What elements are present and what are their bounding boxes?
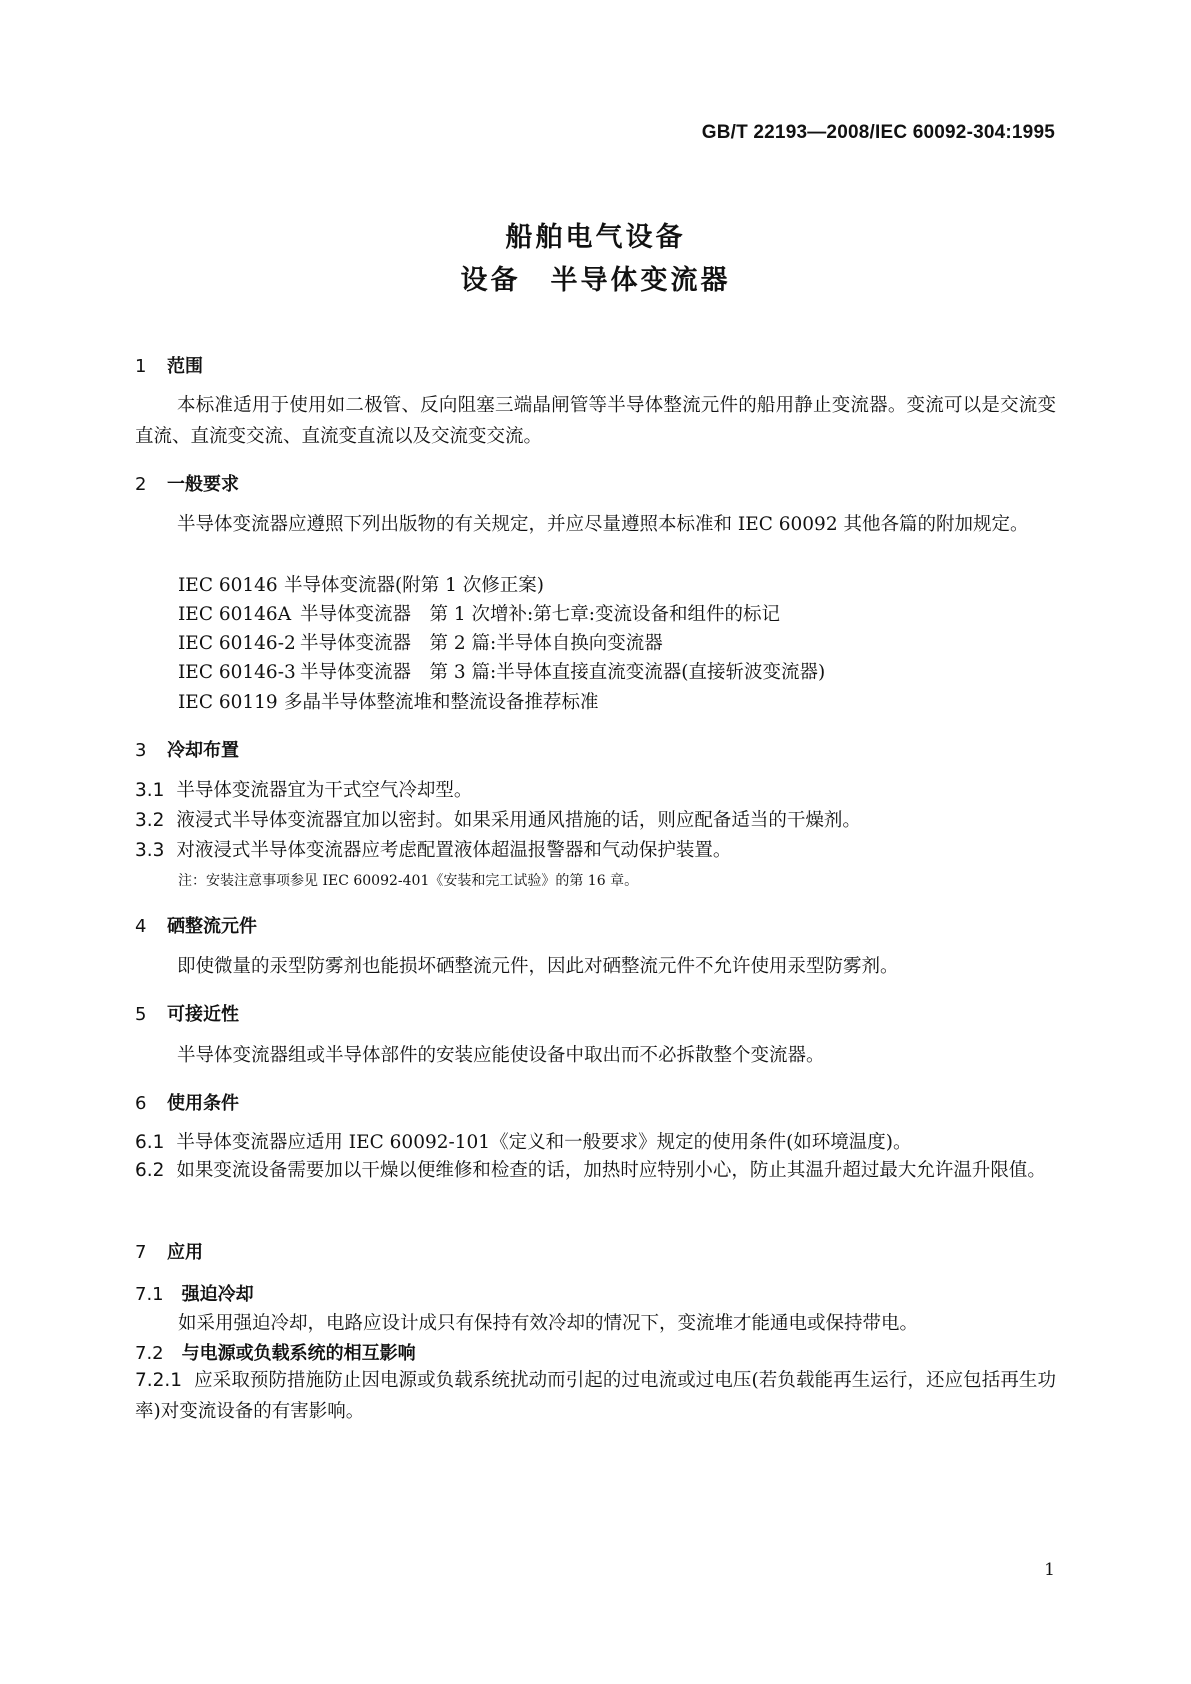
section-title: 冷却布置: [167, 740, 239, 761]
clause-text: 半导体变流器应适用 IEC 60092-101《定义和一般要求》规定的使用条件(如环境温度)。: [176, 1132, 912, 1153]
reference-text: 多晶半导体整流堆和整流设备推荐标准: [284, 692, 599, 713]
section-6-heading: [135, 1089, 239, 1115]
subsection-7-1-heading: [135, 1280, 254, 1306]
section-number: 2: [135, 474, 147, 495]
subsection-number: 7.1: [135, 1284, 164, 1305]
section-number: 5: [135, 1004, 147, 1025]
clause-number: 7.2.1: [135, 1370, 183, 1391]
section-number: 7: [135, 1242, 147, 1263]
clause-number: 6.2: [135, 1160, 165, 1181]
clause-3-3: [135, 836, 731, 862]
clause-number: 6.1: [135, 1132, 165, 1153]
clause-number: 3.2: [135, 810, 165, 831]
section-3-heading: [135, 736, 239, 762]
reference-text: 半导体变流器 第 1 次增补:第七章:变流设备和组件的标记: [300, 604, 780, 625]
clause-text: 液浸式半导体变流器宜加以密封。如果采用通风措施的话，则应配备适当的干燥剂。: [176, 810, 861, 831]
page-number: 1: [1044, 1560, 1055, 1580]
reference-item: [178, 571, 544, 597]
section-title: 使用条件: [167, 1093, 239, 1114]
section-1-heading: [135, 352, 203, 378]
clause-6-1: [135, 1128, 912, 1154]
clause-text: 半导体变流器宜为干式空气冷却型。: [176, 780, 473, 801]
standard-number: GB/T 22193—2008/IEC 60092-304:1995: [701, 122, 1055, 143]
clause-6-2: [135, 1155, 1056, 1186]
subsection-7-1-paragraph: 如采用强迫冷却，电路应设计成只有保持有效冷却的情况下，变流堆才能通电或保持带电。: [178, 1313, 919, 1334]
section-number: 4: [135, 916, 147, 937]
subsection-7-2-heading: [135, 1339, 416, 1365]
reference-code: IEC 60119: [178, 692, 278, 713]
reference-text: 半导体变流器(附第 1 次修正案): [284, 575, 544, 596]
clause-number: 3.1: [135, 780, 165, 801]
clause-number: 3.3: [135, 840, 165, 861]
subsection-number: 7.2: [135, 1343, 164, 1364]
clause-3-2: [135, 806, 861, 832]
reference-item: [178, 600, 780, 626]
section-2-heading: [135, 470, 239, 496]
reference-code: IEC 60146-2: [178, 633, 296, 654]
reference-text: 半导体变流器 第 2 篇:半导体自换向变流器: [300, 633, 663, 654]
reference-code: IEC 60146: [178, 575, 278, 596]
clause-7-2-1: [135, 1365, 1056, 1427]
section-title: 范围: [167, 356, 203, 377]
section-number: 3: [135, 740, 147, 761]
reference-code: IEC 60146-3: [178, 662, 296, 683]
reference-text: 半导体变流器 第 3 篇:半导体直接直流变流器(直接斩波变流器): [300, 662, 826, 683]
reference-item: [178, 629, 663, 655]
section-5-heading: [135, 1000, 239, 1026]
section-title: 应用: [167, 1242, 203, 1263]
document-title-line2: 设备 半导体变流器: [460, 265, 731, 296]
reference-item: [178, 658, 825, 684]
section-1-paragraph: 本标准适用于使用如二极管、反向阻塞三端晶闸管等半导体整流元件的船用静止变流器。变流可以是交流变直流、直流变交流、直流变直流以及交流变交流。: [135, 395, 1056, 447]
section-4-paragraph: 即使微量的汞型防雾剂也能损坏硒整流元件，因此对硒整流元件不允许使用汞型防雾剂。: [177, 956, 899, 977]
section-number: 6: [135, 1093, 147, 1114]
reference-code: IEC 60146A: [178, 604, 292, 625]
document-title-line1: 船舶电气设备: [505, 222, 686, 253]
section-5-paragraph: 半导体变流器组或半导体部件的安装应能使设备中取出而不必拆散整个变流器。: [177, 1045, 825, 1066]
section-title: 可接近性: [167, 1004, 239, 1025]
clause-3-1: [135, 776, 472, 802]
clause-text: 对液浸式半导体变流器应考虑配置液体超温报警器和气动保护装置。: [176, 840, 732, 861]
clause-text: 如果变流设备需要加以干燥以便维修和检查的话，加热时应特别小心，防止其温升超过最大允许温升限值。: [176, 1160, 1046, 1181]
section-title: 硒整流元件: [167, 916, 257, 937]
section-3-note: 注：安装注意事项参见 IEC 60092-401《安装和完工试验》的第 16 章。: [178, 873, 639, 889]
subsection-title: 与电源或负载系统的相互影响: [181, 1343, 416, 1364]
section-2-paragraph: 半导体变流器应遵照下列出版物的有关规定，并应尽量遵照本标准和 IEC 60092 其他各篇的附加规定。: [177, 514, 1029, 535]
reference-item: [178, 688, 599, 714]
subsection-title: 强迫冷却: [181, 1284, 254, 1305]
section-7-heading: [135, 1238, 203, 1264]
clause-text: 应采取预防措施防止因电源或负载系统扰动而引起的过电流或过电压(若负载能再生运行，还应包括再生功率)对变流设备的有害影响。: [135, 1370, 1056, 1422]
section-number: 1: [135, 356, 147, 377]
section-4-heading: [135, 912, 257, 938]
section-title: 一般要求: [167, 474, 239, 495]
